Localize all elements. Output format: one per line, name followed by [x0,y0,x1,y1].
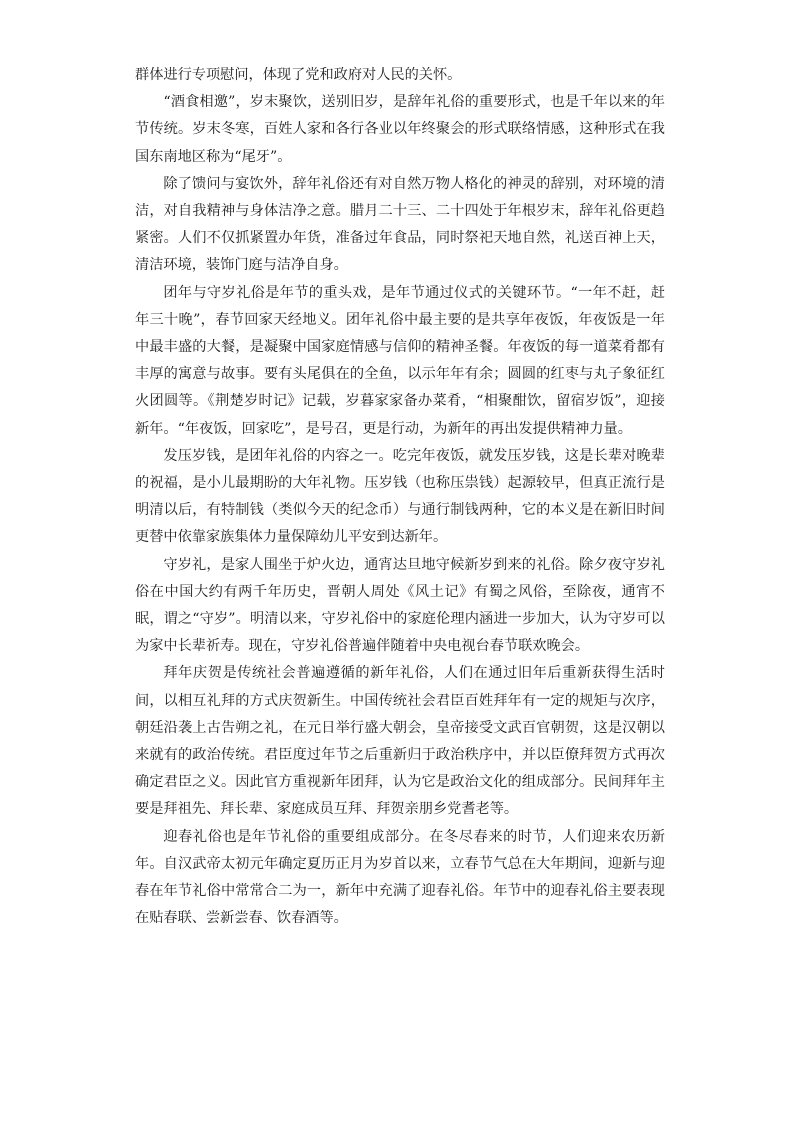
paragraph-6: 守岁礼，是家人围坐于炉火边，通宵达旦地守候新岁到来的礼俗。除夕夜守岁礼俗在中国大约有两千年历史，晋朝人周处《风土记》有蜀之风俗，至除夜，通宵不眠，谓之“守岁”。明清以来，守岁礼俗中的家庭伦理内涵进一步加大，认为守岁可以为家中长辈祈寿。现在，守岁礼俗普遍伴随着中央电视台春节联欢晚会。 [135,556,665,655]
paragraph-7: 拜年庆贺是传统社会普遍遵循的新年礼俗，人们在通过旧年后重新获得生活时间，以相互礼拜的方式庆贺新生。中国传统社会君臣百姓拜年有一定的规矩与次序，朝廷沿袭上古告朔之礼，在元日举行盛大朝会，皇帝接受文武百官朝贺，这是汉朝以来就有的政治传统。君臣度过年节之后重新归于政治秩序中，并以臣僚拜贺方式再次确定君臣之义。因此官方重视新年团拜，认为它是政治文化的组成部分。民间拜年主要是拜祖先、拜长辈、家庭成员互拜、拜贺亲朋乡党耆老等。 [135,665,665,818]
paragraph-1: 群体进行专项慰问，体现了党和政府对人民的关怀。 [135,67,462,83]
paragraph-5: 发压岁钱，是团年礼俗的内容之一。吃完年夜饭，就发压岁钱，这是长辈对晚辈的祝福，是小儿最期盼的大年礼物。压岁钱（也称压祟钱）起源较早，但真正流行是明清以后，有特制钱（类似今天的纪念币）与通行制钱两种，它的本义是在新旧时间更替中依靠家族集体力量保障幼儿平安到达新年。 [135,447,665,546]
paragraph-3: 除了馈问与宴饮外，辞年礼俗还有对自然万物人格化的神灵的辞别，对环境的清洁，对自我精神与身体洁净之意。腊月二十三、二十四处于年根岁末，辞年礼俗更趋紧密。人们不仅抓紧置办年货，准备过年食品，同时祭祀天地自然，礼送百神上天，清洁环境，装饰门庭与洁净自身。 [135,175,665,274]
paragraph-2: “酒食相邀”，岁末聚饮，送别旧岁，是辞年礼俗的重要形式，也是千年以来的年节传统。岁末冬寒，百姓人家和各行各业以年终聚会的形式联络情感，这种形式在我国东南地区称为“尾牙”。 [135,94,665,165]
paragraph-8: 迎春礼俗也是年节礼俗的重要组成部分。在冬尽春来的时节，人们迎来农历新年。自汉武帝太初元年确定夏历正月为岁首以来，立春节气总在大年期间，迎新与迎春在年节礼俗中常常合二为一，新年中充满了迎春礼俗。年节中的迎春礼俗主要表现在贴春联、尝新尝春、饮春酒等。 [135,828,665,927]
document-body [135,62,665,933]
paragraph-4: 团年与守岁礼俗是年节的重头戏，是年节通过仪式的关键环节。“一年不赶，赶年三十晚”，春节回家天经地义。团年礼俗中最主要的是共享年夜饭，年夜饭是一年中最丰盛的大餐，是凝聚中国家庭情感与信仰的精神圣餐。年夜饭的每一道菜肴都有丰厚的寓意与故事。要有头尾俱在的全鱼，以示年年有余；圆圆的红枣与丸子象征红火团圆等。《荆楚岁时记》记载，岁暮家家备办菜肴，“相聚酣饮，留宿岁饭”，迎接新年。“年夜饭，回家吃”，是号召，更是行动，为新年的再出发提供精神力量。 [135,284,665,437]
